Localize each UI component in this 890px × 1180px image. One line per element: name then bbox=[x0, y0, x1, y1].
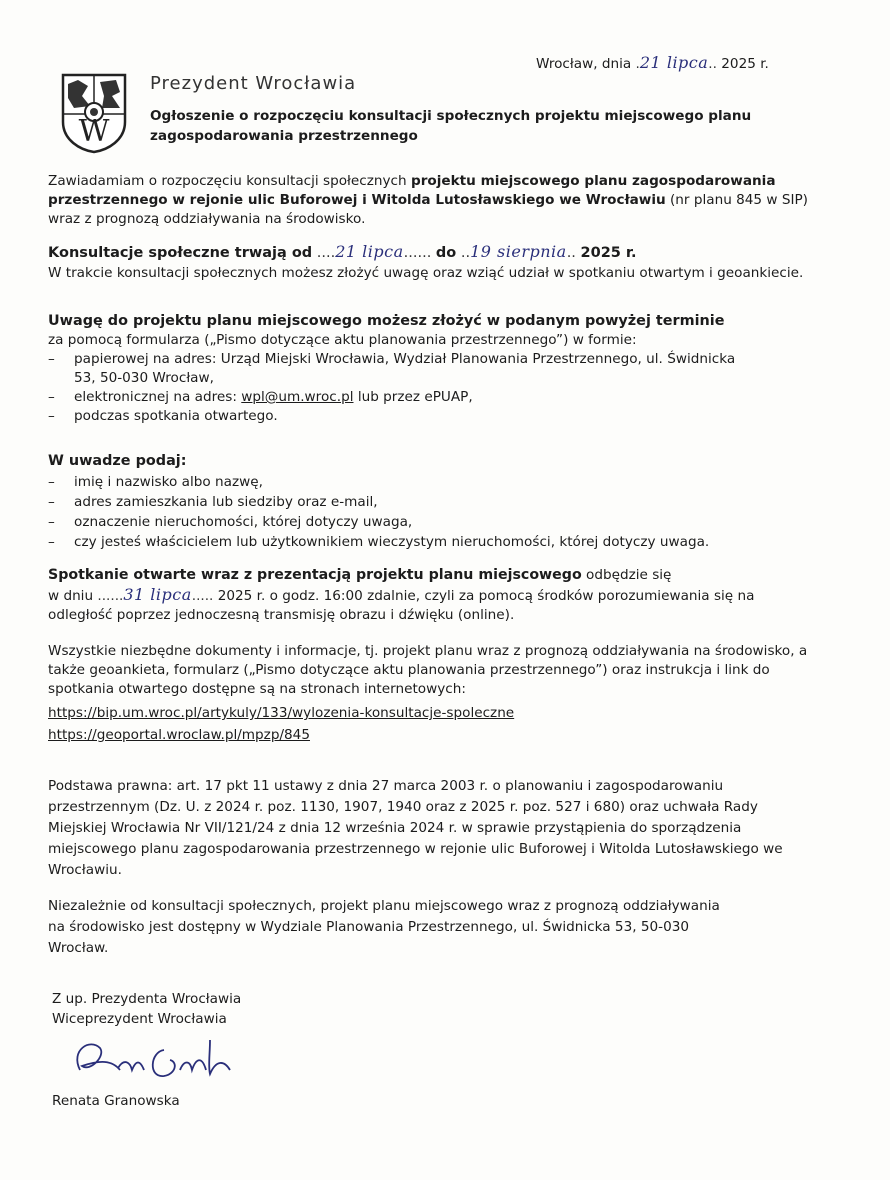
end-date-handwritten: 19 sierpnia bbox=[470, 242, 567, 261]
plan-name: projektu miejscowego planu zagospodarowania przestrzennego w rejonie ulic Buforowej i Witolda Lutosławskiego we Wrocławiu bbox=[48, 173, 776, 208]
signatory-name: Renata Granowska bbox=[52, 1093, 180, 1109]
date-line: Wrocław, dnia .21 lipca.. 2025 r. bbox=[536, 53, 769, 72]
date-prefix: Wrocław, dnia bbox=[536, 56, 632, 72]
list-item: – adres zamieszkania lub siedziby oraz e-mail, bbox=[48, 492, 828, 512]
handwritten-date: 21 lipca bbox=[639, 53, 709, 72]
remarks-intro: za pomocą formularza („Pismo dotyczące aktu planowania przestrzennego”) w formie: bbox=[48, 332, 637, 348]
email-link[interactable]: wpl@um.wroc.pl bbox=[241, 389, 354, 405]
availability-note: Niezależnie od konsultacji społecznych, projekt planu miejscowego wraz z prognozą oddziaływania na środowisko jest dostępny w Wydziale Planowania Przestrzennego, ul. Świdnicka 53, 50-030 Wrocław. bbox=[48, 898, 720, 956]
announcement-title: Ogłoszenie o rozpoczęciu konsultacji społecznych projektu miejscowego planu zagospodarowania przestrzennego bbox=[150, 108, 752, 144]
crest-letter: W bbox=[78, 114, 110, 149]
provide-list bbox=[48, 472, 828, 552]
list-item: – papierowej na adres: Urząd Miejski Wrocławia, Wydział Planowania Przestrzennego, ul. Świdnicka 53, 50-030 Wrocław, bbox=[48, 350, 748, 388]
meeting-heading: Spotkanie otwarte wraz z prezentacją projektu planu miejscowego bbox=[48, 567, 582, 583]
list-item: – oznaczenie nieruchomości, której dotyczy uwaga, bbox=[48, 512, 828, 532]
provide-heading: W uwadze podaj: bbox=[48, 453, 187, 469]
signature-line-2: Wiceprezydent Wrocławia bbox=[52, 1011, 227, 1027]
date-year: 2025 r. bbox=[721, 56, 769, 72]
intro-paragraph: Zawiadamiam o rozpoczęciu konsultacji społecznych projektu miejscowego planu zagospodarowania przestrzennego w rejonie ulic Buforowej i Witolda Lutosławskiego we Wrocławiu (nr planu 845 w SIP) wraz z prognozą oddziaływania na środowisko. bbox=[48, 173, 808, 227]
list-item: – elektronicznej na adres: wpl@um.wroc.pl lub przez ePUAP, bbox=[48, 388, 748, 407]
meeting-paragraph: Spotkanie otwarte wraz z prezentacją projektu planu miejscowego odbędzie się w dniu ......31 lipca..... 2025 r. o godz. 16:00 zdalnie, czyli za pomocą środków porozumiewania się na odległość poprzez jednoczesną transmisję obrazu i dźwięku (online). bbox=[48, 567, 755, 623]
handwritten-signature bbox=[60, 1030, 260, 1086]
remarks-heading: Uwagę do projektu planu miejscowego możesz złożyć w podanym powyżej terminie bbox=[48, 313, 725, 329]
legal-basis: Podstawa prawna: art. 17 pkt 11 ustawy z dnia 27 marca 2003 r. o planowaniu i zagospodarowaniu przestrzennym (Dz. U. z 2024 r. poz. 1130, 1907, 1940 oraz z 2025 r. poz. 527 i 680) oraz uchwała Rady Miejskiej Wrocławia Nr VII/121/24 z dnia 12 września 2024 r. w sprawie przystąpienia do sporządzenia miejscowego planu zagospodarowania przestrzennego w rejonie ulic Buforowej i Witolda Lutosławskiego we Wrocławiu. bbox=[48, 778, 783, 878]
start-date-handwritten: 21 lipca bbox=[335, 242, 404, 261]
documents-paragraph: Wszystkie niezbędne dokumenty i informacje, tj. projekt planu wraz z prognozą oddziaływania na środowisko, a także geoankieta, formularz („Pismo dotyczące aktu planowania przestrzennego”) oraz instrukcja i link do spotkania otwartego dostępne są na stronach internetowych: bbox=[48, 643, 808, 697]
list-item: – imię i nazwisko albo nazwę, bbox=[48, 472, 828, 492]
to-label: do bbox=[435, 245, 457, 261]
signature-line-1: Z up. Prezydenta Wrocławia bbox=[52, 991, 242, 1007]
authority-name: Prezydent Wrocławia bbox=[150, 73, 357, 94]
bip-link[interactable]: https://bip.um.wroc.pl/artykuly/133/wylozenia-konsultacje-spoleczne bbox=[48, 705, 515, 721]
geoportal-link[interactable]: https://geoportal.wroclaw.pl/mpzp/845 bbox=[48, 727, 310, 743]
consultation-period: Konsultacje społeczne trwają od ....21 lipca...... do ..19 sierpnia.. 2025 r. bbox=[48, 242, 637, 261]
consultation-note: W trakcie konsultacji społecznych możesz złożyć uwagę oraz wziąć udział w spotkaniu otwartym i geoankiecie. bbox=[48, 265, 804, 281]
list-item: – podczas spotkania otwartego. bbox=[48, 407, 748, 426]
list-item: – czy jesteś właścicielem lub użytkownikiem wieczystym nieruchomości, której dotyczy uwaga. bbox=[48, 532, 828, 552]
consultation-year: 2025 r. bbox=[580, 245, 637, 261]
consultation-label: Konsultacje społeczne trwają od bbox=[48, 245, 313, 261]
meeting-date-handwritten: 31 lipca bbox=[123, 585, 192, 604]
city-crest-icon bbox=[60, 72, 128, 154]
remarks-list bbox=[48, 350, 748, 426]
